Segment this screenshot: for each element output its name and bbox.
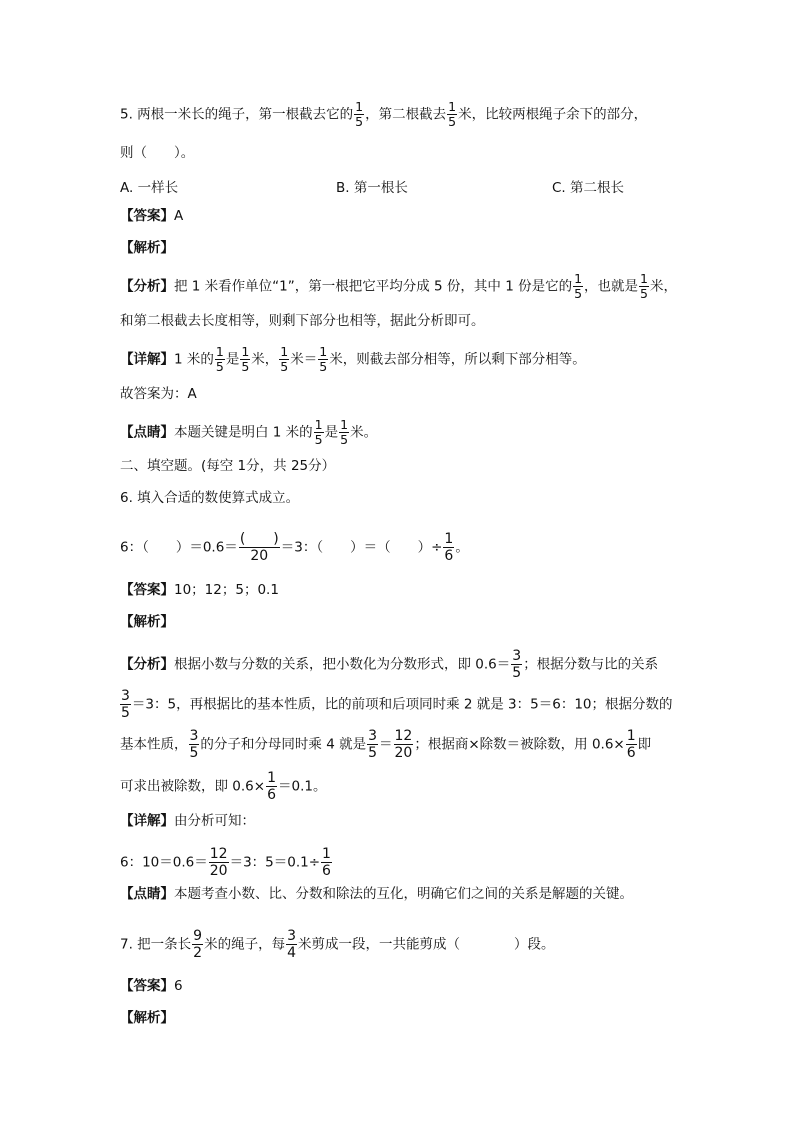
fraction-denominator: 6 (626, 745, 636, 761)
q6-detail-equation (120, 846, 333, 879)
fraction-numerator: 12 (394, 728, 413, 744)
text-segment: 1 米的 (174, 351, 214, 368)
q5-stem (120, 100, 647, 129)
q5-fraction-1 (354, 100, 364, 129)
q5-comment-fraction-1 (314, 418, 324, 447)
text-segment: 米的绳子，每 (204, 936, 286, 953)
q5-analysis-fraction-2 (639, 272, 649, 301)
fraction-numerator: 1 (314, 417, 323, 432)
fraction-denominator: 20 (209, 863, 228, 879)
text-segment: 可求出被除数，即 0.6× (120, 778, 266, 795)
text-segment: 即 (637, 736, 652, 753)
q5-option-c: C. 第二根长 (552, 180, 625, 196)
q6-fraction-12-20 (209, 846, 229, 879)
text-segment: ＝0.1。 (278, 778, 327, 795)
q5-detail-fraction-4 (318, 345, 328, 374)
q7-answer (120, 976, 183, 996)
section-heading: 二、填空题。(每空 1分，共 25分） (120, 458, 336, 474)
fraction-denominator: 5 (121, 705, 130, 721)
q6-analysis-line3 (120, 728, 651, 761)
q6-answer (120, 580, 279, 600)
text-segment: 米。 (350, 424, 378, 441)
text-segment: 米，则截去部分相等，所以剩下部分相等。 (329, 351, 586, 368)
fraction-numerator: 1 (448, 99, 457, 114)
q5-text-c: 米，比较两根绳子余下的部分， (458, 106, 648, 123)
answer-tag: 【答案】 (120, 582, 174, 598)
fraction-denominator: 5 (241, 359, 250, 374)
text-segment: 7. 把一条长 (120, 936, 192, 953)
q6-blank-fraction (239, 531, 280, 564)
text-segment: ＝ (379, 736, 393, 753)
fraction-numerator: 1 (355, 99, 364, 114)
text-segment: 根据小数与分数的关系，把小数化为分数形式，即 0.6＝ (174, 656, 511, 673)
q6-fraction-3-5 (189, 728, 200, 761)
fraction-denominator: 5 (448, 114, 457, 129)
q7-fraction-9-2 (192, 928, 203, 961)
analysis-tag: 【分析】 (120, 656, 174, 673)
text-segment: ；根据商×除数＝被除数，用 0.6× (414, 736, 625, 753)
fraction-denominator: 5 (640, 286, 648, 301)
text-segment: ＝3：5＝0.1÷ (229, 854, 321, 871)
q6-analysis-line2 (120, 688, 673, 721)
fraction-numerator: 1 (626, 728, 636, 744)
q5-jiexi-heading: 【解析】 (120, 240, 174, 256)
text-segment: ＝3：（ ）＝（ ）÷ (280, 539, 443, 556)
text-segment: 6：10＝0.6＝ (120, 854, 208, 871)
q7-stem (120, 928, 555, 961)
text-segment: 是 (324, 424, 339, 441)
text-segment: 米， (251, 351, 279, 368)
fraction-denominator: 5 (280, 359, 289, 374)
fraction-numerator: 1 (640, 271, 648, 286)
q6-equation (120, 531, 469, 564)
answer-tag: 【答案】 (120, 978, 174, 994)
fraction-denominator: 5 (340, 432, 349, 447)
fraction-numerator: 1 (280, 344, 289, 359)
fraction-denominator: 4 (287, 945, 297, 961)
text-segment: 米剪成一段，一共能剪成（ ）段。 (298, 936, 555, 953)
comment-tag: 【点睛】 (120, 886, 174, 902)
text-segment: 本题考查小数、比、分数和除法的互化，明确它们之间的关系是解题的关键。 (174, 886, 633, 902)
fraction-numerator: 1 (444, 531, 454, 547)
text-segment: 本题关键是明白 1 米的 (174, 424, 313, 441)
text-segment: 。 (455, 539, 469, 556)
text-segment: 把 1 米看作单位“1”，第一根把它平均分成 5 份，其中 1 份是它的 (174, 278, 573, 295)
text-segment: 是 (225, 351, 240, 368)
fraction-denominator: 5 (355, 114, 364, 129)
q5-option-a: A. 一样长 (120, 180, 179, 196)
analysis-tag: 【分析】 (120, 278, 174, 295)
q6-jiexi-heading: 【解析】 (120, 614, 174, 630)
fraction-numerator: 1 (340, 417, 349, 432)
q6-title: 6. 填入合适的数使算式成立。 (120, 490, 300, 506)
q5-detail-fraction-3 (279, 345, 289, 374)
fraction-denominator: 6 (322, 863, 331, 879)
fraction-denominator: 5 (319, 359, 328, 374)
fraction-denominator: 20 (394, 745, 413, 761)
fraction-numerator: 3 (512, 648, 522, 664)
fraction-denominator: 6 (267, 787, 276, 803)
fraction-numerator: 1 (319, 344, 328, 359)
fraction-numerator: 3 (121, 688, 130, 704)
text-segment: 6：（ ）＝0.6＝ (120, 539, 238, 556)
q5-answer (120, 206, 183, 226)
fraction-denominator: 5 (189, 745, 199, 761)
q6-fraction-3-5 (511, 648, 522, 681)
q6-analysis-line4 (120, 770, 326, 803)
q5-detail (120, 345, 586, 374)
q5-analysis-line2: 和第二根截去长度相等，则剩下部分也相等，据此分析即可。 (120, 313, 485, 329)
fraction-numerator: 9 (193, 928, 203, 944)
q6-detail (120, 811, 255, 831)
fraction-denominator: 5 (512, 665, 522, 681)
fraction-numerator: 1 (241, 344, 250, 359)
fraction-numerator: 3 (189, 728, 199, 744)
fraction-numerator: ( ) (239, 531, 279, 547)
q6-fraction-1-6 (626, 728, 637, 761)
text-segment: ，也就是 (584, 278, 639, 295)
fraction-denominator: 20 (239, 547, 280, 564)
q5-comment (120, 418, 377, 447)
answer-value: A (174, 208, 184, 224)
q5-option-b: B. 第一根长 (336, 180, 408, 196)
q5-detail-fraction-1 (215, 345, 225, 374)
q5-stem-line2: 则（ ）。 (120, 145, 195, 161)
fraction-denominator: 5 (368, 745, 378, 761)
text-segment: 基本性质， (120, 736, 188, 753)
q5-analysis-fraction-1 (573, 272, 583, 301)
q7-jiexi-heading: 【解析】 (120, 1010, 174, 1026)
text-segment: ＝3：5，再根据比的基本性质，比的前项和后项同时乘 2 就是 3：5＝6：10；根据分数的 (131, 696, 673, 713)
q5-analysis-line1 (120, 272, 677, 301)
detail-tag: 【详解】 (120, 351, 174, 368)
q7-fraction-3-4 (286, 928, 297, 961)
detail-tag: 【详解】 (120, 813, 174, 829)
q6-fraction-1-6 (266, 770, 277, 803)
fraction-denominator: 5 (215, 359, 224, 374)
text-segment: ；根据分数与比的关系 (523, 656, 659, 673)
q6-fraction-one-sixth (443, 531, 454, 564)
fraction-denominator: 5 (314, 432, 323, 447)
text-segment: 的分子和分母同时乘 4 就是 (200, 736, 367, 753)
fraction-numerator: 3 (287, 928, 297, 944)
q6-fraction-3-5 (120, 688, 131, 721)
fraction-numerator: 1 (574, 271, 583, 286)
comment-tag: 【点睛】 (120, 424, 174, 441)
fraction-numerator: 3 (368, 728, 378, 744)
fraction-numerator: 1 (267, 770, 276, 786)
fraction-denominator: 6 (444, 548, 454, 564)
text-segment: 米＝ (290, 351, 318, 368)
fraction-denominator: 2 (193, 945, 203, 961)
fraction-numerator: 1 (322, 846, 331, 862)
q5-detail-fraction-2 (240, 345, 250, 374)
q6-fraction-3-5 (367, 728, 378, 761)
text-segment: 由分析可知： (174, 813, 255, 829)
fraction-denominator: 5 (574, 286, 583, 301)
q6-comment (120, 884, 633, 904)
answer-tag: 【答案】 (120, 208, 174, 224)
answer-value: 10；12；5；0.1 (174, 582, 279, 598)
q5-text-a: 5. 两根一米长的绳子，第一根截去它的 (120, 106, 354, 123)
q5-final-answer: 故答案为：A (120, 386, 197, 402)
fraction-numerator: 1 (215, 344, 224, 359)
q5-comment-fraction-2 (339, 418, 349, 447)
q6-analysis-line1 (120, 648, 658, 681)
fraction-numerator: 12 (209, 846, 228, 862)
answer-value: 6 (174, 978, 183, 994)
q5-text-b: ，第二根截去 (365, 106, 447, 123)
text-segment: 米， (650, 278, 677, 295)
q5-fraction-2 (447, 100, 457, 129)
q6-fraction-12-20 (394, 728, 414, 761)
q6-fraction-1-6 (321, 846, 332, 879)
